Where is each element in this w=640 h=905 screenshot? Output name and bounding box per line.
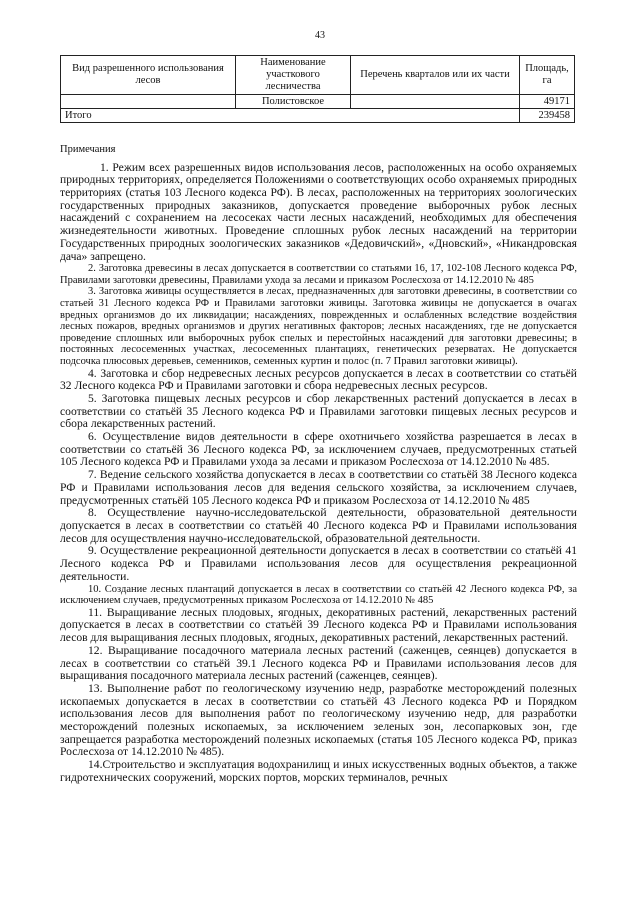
notes-title: Примечания — [60, 144, 116, 155]
table-cell-empty — [351, 95, 520, 109]
note-paragraph-12: 12. Выращивание посадочного материала лесных растений (саженцев, сеянцев) допускается в лесах в соответствии со статьёй 39.1 Лесного кодекса РФ и Правилами использования лесов для выращивания посадочного материала лесных растений (саженцев, сеянцев). — [60, 643, 577, 683]
header-use-type: Вид разрешенного использования лесов — [61, 56, 236, 95]
note-paragraph-9: 9. Осуществление рекреационной деятельности допускается в лесах в соответствии со статьёй 41 Лесного кодекса РФ и Правилами использования лесов для осуществления рекреационной деятельности. — [60, 544, 577, 583]
note-paragraph-10: 10. Создание лесных плантаций допускается в лесах в соответствии со статьёй 42 Лесного кодекса РФ, за исключением случаев, предусмотренных приказом Рослесхоза от 14.12.2010 № 485 — [60, 583, 577, 607]
note-paragraph-1: 1. Режим всех разрешенных видов использования лесов, расположенных на особо охраняемых природных территориях, определяется Положениями о соответствующих особо охраняемых природных территориях (статья 103 Лесного кодекса РФ). В лесах, расположенных на территориях зоологических государственных природных заказников, допускается проведение выборочных рубок лесных насаждений с сохранением на лесосеках части лесных насаждений, необходимых для обеспечения жизнедеятельности животных. Проведение сплошных рубок лесных насаждений на территории Государственных природных зоологических заказников «Дедовичский», «Дновский», «Никандровская дача» запрещено. — [60, 160, 577, 263]
table-header-row — [61, 56, 575, 95]
table-row — [61, 95, 575, 109]
header-quarters: Перечень кварталов или их части — [351, 56, 520, 95]
table-cell-empty — [61, 95, 236, 109]
note-paragraph-2: 2. Заготовка древесины в лесах допускается в соответствии со статьями 16, 17, 102-108 Лесного кодекса РФ, Правилами заготовки древесины, Правилами ухода за лесами и приказом Рослесхоза от 14.12.2010 № 485 — [60, 263, 577, 286]
row-area: 49171 — [520, 95, 575, 109]
header-area: Площадь, га — [520, 56, 575, 95]
total-row — [61, 109, 575, 123]
total-label: Итого — [61, 109, 520, 123]
forest-use-table — [60, 55, 575, 123]
note-paragraph-3: 3. Заготовка живицы осуществляется в лесах, предназначенных для заготовки древесины, в соответствии со статьей 31 Лесного кодекса РФ и Правилами заготовки живицы. Заготовка живицы не допускается в очагах вредных организмов до их ликвидации; насаждениях, поврежденных и ослабленных вследствие воздействия лесных пожаров, вредных организмов и других негативных факторов; лесных насаждениях, где не допускается проведение сплошных или выборочных рубок спелых и перестойных насаждений для заготовки древесины; в постоянных лесосеменных участках, лесосеменных плантациях, генетических резерватах. Не допускается подсочка плюсовых деревьев, семенников, семенных куртин и полос (п. 7 Правил заготовки живицы). — [60, 286, 577, 367]
note-paragraph-4: 4. Заготовка и сбор недревесных лесных ресурсов допускается в лесах в соответствии со статьёй 32 Лесного кодекса РФ и Правилами заготовки и сбора недревесных лесных ресурсов. — [60, 366, 577, 393]
note-paragraph-7: 7. Ведение сельского хозяйства допускается в лесах в соответствии со статьёй 38 Лесного кодекса РФ и Правилами использования лесов для ведения сельского хозяйства, за исключением случаев, предусмотренных статьёй 105 Лесного кодекса РФ и приказом Рослесхоза от 14.12.2010 № 485 — [60, 468, 577, 507]
forestry-name: Полистовское — [236, 95, 351, 109]
header-forestry: Наименование участкового лесничества — [236, 56, 351, 95]
note-paragraph-13: 13. Выполнение работ по геологическому изучению недр, разработке месторождений полезных ископаемых допускается в лесах в соответствии со статьёй 43 Лесного кодекса РФ и Порядком использования лесов для выполнения работ по геологическому изучению недр, для разработки месторождений полезных ископаемых, за исключением зеленых зон, лесопарковых зон, где запрещается разработка месторождений полезных ископаемых (статья 105 Лесного кодекса РФ, приказ Рослесхоза от 14.12.2010 № 485). — [60, 681, 577, 759]
note-paragraph-5: 5. Заготовка пищевых лесных ресурсов и сбор лекарственных растений допускается в лесах в соответствии со статьёй 35 Лесного кодекса РФ и Правилами заготовки пищевых лесных ресурсов и сбора лекарственных растений. — [60, 391, 577, 431]
note-paragraph-11: 11. Выращивание лесных плодовых, ягодных, декоративных растений, лекарственных растений допускается в лесах в соответствии со статьёй 39 Лесного кодекса РФ и Правилами использования лесов для выращивания лесных плодовых, ягодных, декоративных растений, лекарственных растений. — [60, 605, 577, 645]
total-area: 239458 — [520, 109, 575, 123]
note-paragraph-14: 14.Строительство и эксплуатация водохранилищ и иных искусственных водных объектов, а также гидротехнических сооружений, морских портов, морских терминалов, речных — [60, 758, 577, 784]
note-paragraph-6: 6. Осуществление видов деятельности в сфере охотничьего хозяйства разрешается в лесах в соответствии со статьёй 36 Лесного кодекса РФ, за исключением случаев, предусмотренных статьей 105 Лесного кодекса РФ и Правилами ухода за лесами и приказом Рослесхоза от 14.12.2010 № 485. — [60, 430, 577, 469]
note-paragraph-8: 8. Осуществление научно-исследовательской деятельности, образовательной деятельности допускается в лесах в соответствии со статьёй 40 Лесного кодекса РФ и Правилами использования лесов для осуществления научно-исследовательской, образовательной деятельности. — [60, 506, 577, 545]
page-number: 43 — [315, 30, 325, 41]
notes-section — [60, 144, 577, 785]
